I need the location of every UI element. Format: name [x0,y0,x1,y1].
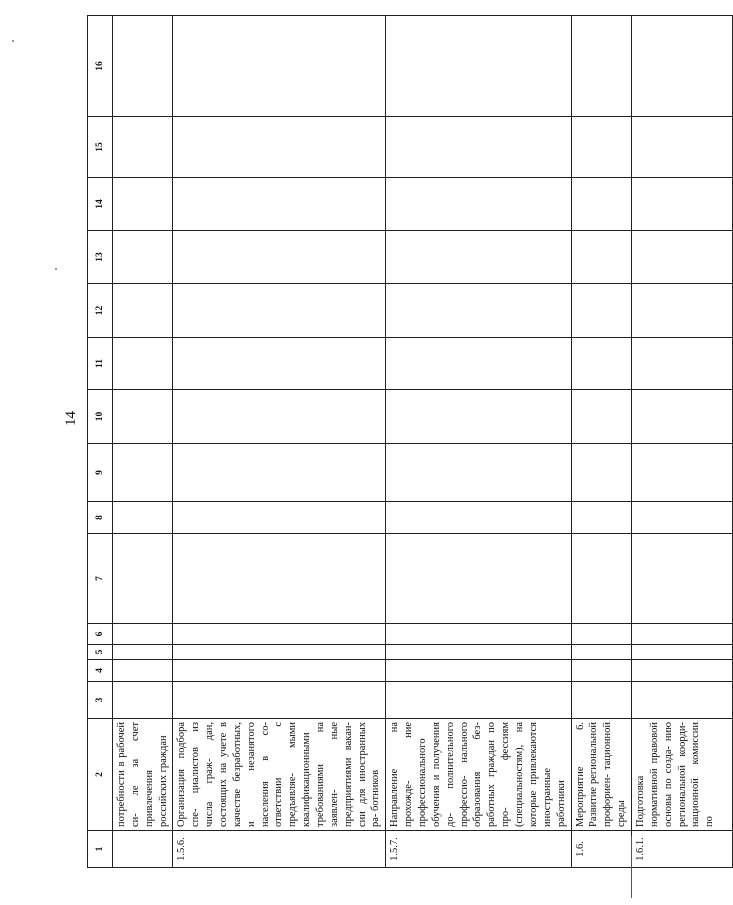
column-header: 14 [88,178,113,231]
empty-cell [113,444,173,502]
empty-cell [386,502,571,534]
page-number: 14 [63,411,79,426]
row-number-cell: 1.5.6. [173,831,386,868]
row-text-cell: Направление на прохожде- ние профессионального обучения и получения до- полнительного профессио- нального образования без- работных граждан по про- фессиям (специальностям), на которые привлекаются иностранные работники [386,719,571,831]
column-header: 3 [88,682,113,719]
empty-cell [173,645,386,660]
empty-cell [631,390,732,444]
table-row [386,16,571,868]
empty-cell [386,624,571,645]
empty-cell [571,284,631,338]
empty-cell [173,444,386,502]
column-number-row [88,16,113,868]
empty-cell [386,117,571,178]
table-row [631,16,732,868]
empty-cell [631,231,732,284]
empty-cell [386,534,571,624]
empty-cell [173,534,386,624]
empty-cell [113,338,173,390]
row-number-cell: 1.6.1. [631,831,732,868]
column-header: 1 [88,831,113,868]
empty-cell [571,660,631,682]
empty-cell [631,178,732,231]
column-header: 2 [88,719,113,831]
table-row [113,16,173,868]
empty-cell [113,534,173,624]
empty-cell [571,682,631,719]
empty-cell [386,390,571,444]
empty-cell [113,284,173,338]
empty-cell [571,16,631,117]
empty-cell [386,16,571,117]
empty-cell [571,178,631,231]
empty-cell [631,16,732,117]
row-number-cell: 1.6. [571,831,631,868]
empty-cell [571,502,631,534]
empty-cell [173,178,386,231]
empty-cell [631,117,732,178]
column-header: 4 [88,660,113,682]
empty-cell [113,645,173,660]
empty-cell [113,178,173,231]
empty-cell [113,624,173,645]
empty-cell [173,682,386,719]
table-row [571,16,631,868]
column-header: 12 [88,284,113,338]
empty-cell [173,231,386,284]
column-header: 5 [88,645,113,660]
row-number-cell [113,831,173,868]
program-table [87,16,716,868]
empty-cell [631,660,732,682]
program-table-grid [87,15,733,868]
empty-cell [113,117,173,178]
empty-cell [571,390,631,444]
column-header: 8 [88,502,113,534]
scan-speck [12,40,14,42]
empty-cell [386,284,571,338]
column-header: 7 [88,534,113,624]
empty-cell [173,660,386,682]
column-header: 13 [88,231,113,284]
empty-cell [571,231,631,284]
empty-cell [631,444,732,502]
scan-speck [55,268,57,270]
empty-cell [571,338,631,390]
empty-cell [571,444,631,502]
column-header: 10 [88,390,113,444]
empty-cell [386,660,571,682]
empty-cell [173,284,386,338]
column-header: 9 [88,444,113,502]
empty-cell [113,231,173,284]
empty-cell [631,624,732,645]
empty-cell [173,624,386,645]
column-header: 16 [88,16,113,117]
row-text-cell: Подготовка нормативной правовой основы по созда- нию региональной коорди- национной комиссии по [631,719,732,831]
empty-cell [113,16,173,117]
empty-cell [113,682,173,719]
empty-cell [386,444,571,502]
empty-cell [386,682,571,719]
empty-cell [631,645,732,660]
table-row [173,16,386,868]
row-text-cell: Организация подбора спе- циалистов из числа граж- дан, состоящих на учете в качестве безработных, и незанятого населения в со- ответствии с предъявляе- мыми квалификационными требованиями на заявлен- ные предприятиями вакан- сии для иностранных ра- ботников [173,719,386,831]
empty-cell [173,117,386,178]
empty-cell [571,645,631,660]
empty-cell [631,534,732,624]
empty-cell [571,624,631,645]
empty-cell [386,645,571,660]
empty-cell [386,338,571,390]
empty-cell [113,502,173,534]
empty-cell [173,502,386,534]
empty-cell [386,231,571,284]
row-number-cell: 1.5.7. [386,831,571,868]
column-header: 11 [88,338,113,390]
row-text-cell: Мероприятие 6. Развитие региональной профориен- тационной среды [571,719,631,831]
page-edge-mark [631,836,632,898]
row-text-cell: потребности в рабочей си- ле за счет привлечения российских граждан [113,719,173,831]
empty-cell [173,338,386,390]
empty-cell [173,390,386,444]
empty-cell [631,338,732,390]
empty-cell [113,660,173,682]
empty-cell [631,502,732,534]
empty-cell [386,178,571,231]
empty-cell [631,284,732,338]
empty-cell [631,682,732,719]
empty-cell [571,117,631,178]
column-header: 6 [88,624,113,645]
empty-cell [571,534,631,624]
empty-cell [173,16,386,117]
column-header: 15 [88,117,113,178]
empty-cell [113,390,173,444]
